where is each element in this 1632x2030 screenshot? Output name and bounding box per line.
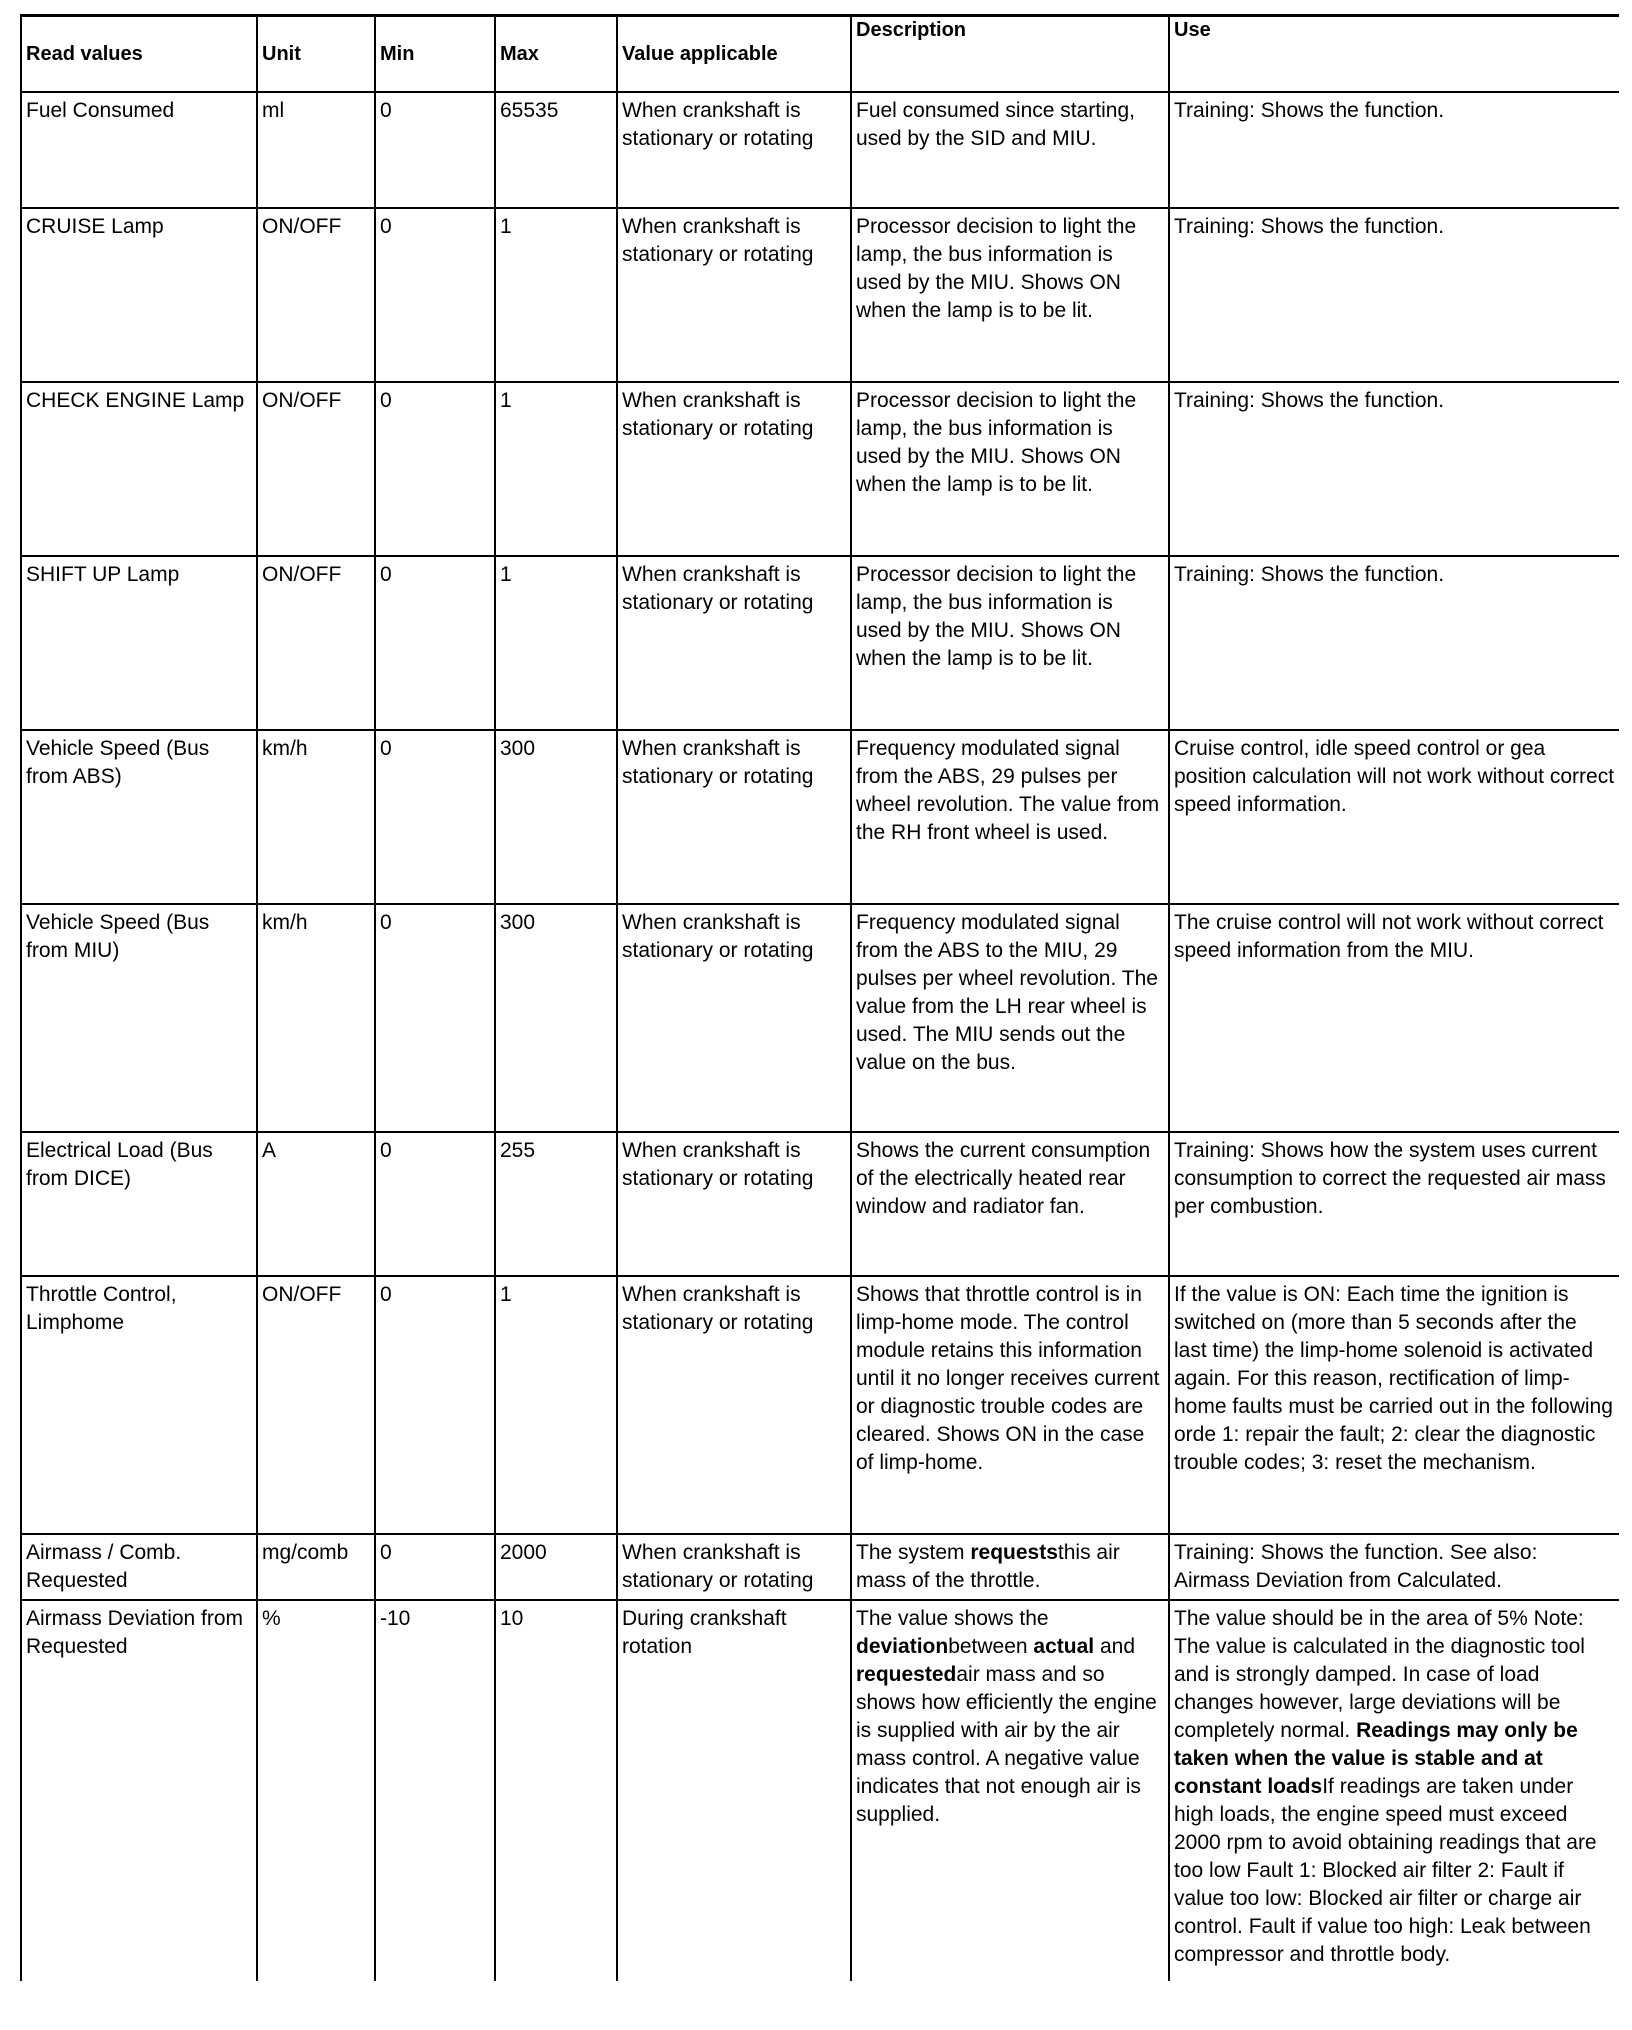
cell-min: 0 <box>375 1534 495 1600</box>
cell-use: Training: Shows the function. <box>1169 556 1619 730</box>
cell-read-value: Airmass / Comb. Requested <box>21 1534 257 1600</box>
cell-value-applicable: During crankshaft rotation <box>617 1600 851 1981</box>
cell-read-value: CRUISE Lamp <box>21 208 257 382</box>
cell-description: Shows the current consumption of the electrically heated rear window and radiator fan. <box>851 1132 1169 1276</box>
table-row <box>21 730 1619 904</box>
description-text: The system <box>856 1540 971 1564</box>
table-header <box>21 16 1619 92</box>
header-read-values: Read values <box>21 16 257 92</box>
cell-min: 0 <box>375 382 495 556</box>
cell-unit: ON/OFF <box>257 556 375 730</box>
table-row <box>21 1600 1619 1981</box>
cell-use: Training: Shows the function. <box>1169 382 1619 556</box>
cell-max: 300 <box>495 730 617 904</box>
cell-unit: ON/OFF <box>257 1276 375 1534</box>
description-emphasis: requested <box>856 1662 957 1686</box>
cell-description <box>851 1534 1169 1600</box>
cell-min: 0 <box>375 208 495 382</box>
description-text: and <box>1094 1634 1135 1658</box>
cell-use: If the value is ON: Each time the ignition is switched on (more than 5 seconds after the last time) the limp-home solenoid is activated again. For this reason, rectification of limp-home faults must be carried out in the following orde 1: repair the fault; 2: clear the diagnostic trouble codes; 3: reset the mechanism. <box>1169 1276 1619 1534</box>
cell-unit: A <box>257 1132 375 1276</box>
header-value-applicable: Value applicable <box>617 16 851 92</box>
cell-description: Shows that throttle control is in limp-home mode. The control module retains this information until it no longer receives current or diagnostic trouble codes are cleared. Shows ON in the case of limp-home. <box>851 1276 1169 1534</box>
header-max: Max <box>495 16 617 92</box>
table-row <box>21 382 1619 556</box>
cell-min: 0 <box>375 92 495 208</box>
use-text: If readings are taken under high loads, the engine speed must exceed 2000 rpm to avoid obtaining readings that are too low Fault 1: Blocked air filter 2: Fault if value too low: Blocked air filter or charge air control. Fault if value too high: Leak between compressor and throttle body. <box>1174 1774 1597 1966</box>
cell-read-value: Fuel Consumed <box>21 92 257 208</box>
cell-description: Frequency modulated signal from the ABS, 29 pulses per wheel revolution. The value from the RH front wheel is used. <box>851 730 1169 904</box>
cell-value-applicable: When crankshaft is stationary or rotating <box>617 904 851 1132</box>
cell-description: Frequency modulated signal from the ABS to the MIU, 29 pulses per wheel revolution. The value from the LH rear wheel is used. The MIU sends out the value on the bus. <box>851 904 1169 1132</box>
cell-use: Training: Shows the function. See also: Airmass Deviation from Calculated. <box>1169 1534 1619 1600</box>
cell-read-value: SHIFT UP Lamp <box>21 556 257 730</box>
table-row <box>21 1276 1619 1534</box>
cell-description: Fuel consumed since starting, used by the SID and MIU. <box>851 92 1169 208</box>
cell-unit: ml <box>257 92 375 208</box>
read-values-document <box>20 14 1618 1981</box>
cell-unit: % <box>257 1600 375 1981</box>
cell-value-applicable: When crankshaft is stationary or rotating <box>617 730 851 904</box>
cell-use <box>1169 1600 1619 1981</box>
cell-read-value: Vehicle Speed (Bus from MIU) <box>21 904 257 1132</box>
description-text: between <box>948 1634 1034 1658</box>
cell-min: 0 <box>375 1132 495 1276</box>
cell-unit: km/h <box>257 730 375 904</box>
header-description: Description <box>851 16 1169 92</box>
cell-use: Cruise control, idle speed control or gea position calculation will not work without correct speed information. <box>1169 730 1619 904</box>
cell-description: Processor decision to light the lamp, the bus information is used by the MIU. Shows ON when the lamp is to be lit. <box>851 208 1169 382</box>
cell-read-value: Vehicle Speed (Bus from ABS) <box>21 730 257 904</box>
description-text: The value shows the <box>856 1606 1049 1630</box>
table-row <box>21 1132 1619 1276</box>
table-body <box>21 92 1619 1981</box>
cell-value-applicable: When crankshaft is stationary or rotating <box>617 382 851 556</box>
cell-read-value: CHECK ENGINE Lamp <box>21 382 257 556</box>
cell-min: 0 <box>375 1276 495 1534</box>
cell-use: The cruise control will not work without correct speed information from the MIU. <box>1169 904 1619 1132</box>
cell-value-applicable: When crankshaft is stationary or rotating <box>617 92 851 208</box>
cell-description <box>851 1600 1169 1981</box>
table-row <box>21 1534 1619 1600</box>
header-unit: Unit <box>257 16 375 92</box>
cell-min: -10 <box>375 1600 495 1981</box>
cell-description: Processor decision to light the lamp, the bus information is used by the MIU. Shows ON when the lamp is to be lit. <box>851 382 1169 556</box>
cell-use: Training: Shows how the system uses current consumption to correct the requested air mass per combustion. <box>1169 1132 1619 1276</box>
header-use: Use <box>1169 16 1619 92</box>
cell-value-applicable: When crankshaft is stationary or rotating <box>617 556 851 730</box>
read-values-table <box>20 14 1619 1981</box>
cell-max: 255 <box>495 1132 617 1276</box>
header-row <box>21 16 1619 92</box>
cell-min: 0 <box>375 556 495 730</box>
cell-use: Training: Shows the function. <box>1169 208 1619 382</box>
cell-max: 2000 <box>495 1534 617 1600</box>
cell-read-value: Electrical Load (Bus from DICE) <box>21 1132 257 1276</box>
header-min: Min <box>375 16 495 92</box>
cell-value-applicable: When crankshaft is stationary or rotating <box>617 208 851 382</box>
description-emphasis: actual <box>1033 1634 1095 1658</box>
cell-value-applicable: When crankshaft is stationary or rotating <box>617 1276 851 1534</box>
cell-max: 1 <box>495 556 617 730</box>
cell-value-applicable: When crankshaft is stationary or rotating <box>617 1534 851 1600</box>
cell-unit: mg/comb <box>257 1534 375 1600</box>
description-text: this air mass of the throttle. <box>856 1540 1120 1592</box>
table-row <box>21 208 1619 382</box>
use-emphasis: Readings may only be taken when the value is stable and at constant loads <box>1174 1718 1578 1798</box>
cell-unit: ON/OFF <box>257 382 375 556</box>
cell-max: 1 <box>495 1276 617 1534</box>
cell-max: 1 <box>495 382 617 556</box>
description-emphasis: deviation <box>856 1634 949 1658</box>
use-text: The value should be in the area of 5% Note: The value is calculated in the diagnostic tool and is strongly damped. In case of load changes however, large deviations will be completely normal. <box>1174 1606 1585 1742</box>
cell-min: 0 <box>375 730 495 904</box>
description-emphasis: requests <box>970 1540 1058 1564</box>
cell-max: 1 <box>495 208 617 382</box>
cell-use: Training: Shows the function. <box>1169 92 1619 208</box>
cell-max: 300 <box>495 904 617 1132</box>
table-row <box>21 904 1619 1132</box>
cell-value-applicable: When crankshaft is stationary or rotating <box>617 1132 851 1276</box>
cell-unit: km/h <box>257 904 375 1132</box>
description-text: air mass and so shows how efficiently the engine is supplied with air by the air mass control. A negative value indicates that not enough air is supplied. <box>856 1662 1157 1826</box>
cell-max: 10 <box>495 1600 617 1981</box>
cell-read-value: Airmass Deviation from Requested <box>21 1600 257 1981</box>
cell-read-value: Throttle Control, Limphome <box>21 1276 257 1534</box>
cell-max: 65535 <box>495 92 617 208</box>
cell-description: Processor decision to light the lamp, the bus information is used by the MIU. Shows ON when the lamp is to be lit. <box>851 556 1169 730</box>
cell-unit: ON/OFF <box>257 208 375 382</box>
table-row <box>21 556 1619 730</box>
cell-min: 0 <box>375 904 495 1132</box>
table-row <box>21 92 1619 208</box>
